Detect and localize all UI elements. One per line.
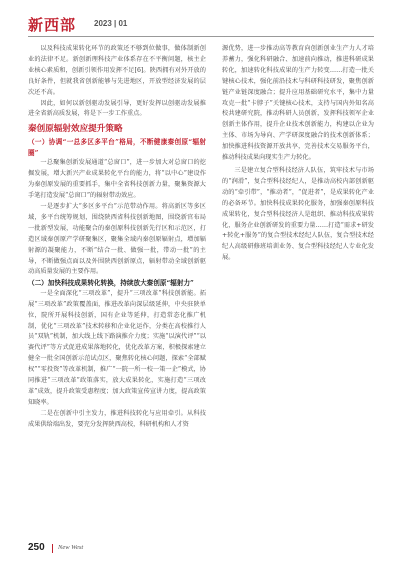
paragraph: 以及科技成果转化环节的政策还不够到位做事，做体制新创业的法律不足。新创新理科技产业体系存在不平衡问题，核主企业核心素质和，创新引领作用发挥不足[6]。陕西拥有对外开放的良好条件，但就我省创新能够与先进地区，开放型经济发展的层次还不高。 [28, 45, 206, 96]
subsection-title: （二）加快科技成果转化转换，持续放大秦创原“辐射力” [28, 279, 194, 288]
right-column [222, 44, 374, 264]
paragraph: 一是全面深化“三项改革”，提升“三项改革”科技创新能。拓展“三项改革”政策覆盖面，推进改革向深层级延伸，中央驻陕单位，院所开展科技创新，国有企业等延伸，打造常态化推广机制，优化“三项改革”技术转移和企业化运作，分类在高校推行人员“双轨”机制，加大线上线下路演推介力度；实施“以演代评”“以赛代评”等方式促进成果落地转化，优化改革方案，积极探索建立健全一批全国创新示范试点区，聚焦转化核心问题，探索“全部赋权”“零投资”等改革机制，推广“一院一所一校一策一企”模式，协同推进“三项改革”政策落实，放大成果转化，实施打造“三项改革”成效，提升政策受惠程度；加大政策宣传宣讲力度，提高政策知晓率。 [28, 289, 206, 406]
subsection-title: （一）协调“一总多区多平台”格局，不断健康秦创原“辐射圈” [28, 138, 206, 157]
footer-label: New West [58, 544, 84, 551]
header-rule [28, 36, 374, 37]
paragraph: 一总聚集创新发展通道“总窗口”，进一步加大对总窗口的挖掘发展，增大新兴产业成果转化平台的能力，将“以中心”建设作为秦创原发展的重要抓手，集中全省科技创新力量，聚集资源大手笔打造发展“总窗口”的辐射带动效应。 [28, 159, 206, 200]
paragraph: 源优势，进一步推动高等教育向创新创业生产力人才培养蓄力，强化科研融合、加速前向推动，推进科研成果转化，加速转化科技成果的生产力转变……打造一批关键核心技术，强化前沿技术与科研科技研发，聚焦创新链产业链深度融合；提升应用基础研究水平，集中力量攻克一批“卡脖子”关键核心技术，支持与国内外知名高校共建研究院，推动科研人员创新，发挥科技领军企业创新主体作用，提升企业技术创新能力，构建以企业为主体、市场为导向、产学研深度融合的技术创新体系；加快推进科技资源开放共享，完善技术交易服务平台，推动科技成果向现实生产力转化。 [222, 45, 374, 162]
paragraph: 二是在创新中引主发力，推进科技转化与应用牵引。从科技成果供给端出发，要充分发挥陕西高校，科研机构和人才资 [28, 409, 206, 428]
footer-divider [52, 544, 53, 553]
paragraph: 因此，如何以新创驱动发展引导，更好发挥以创驱动发展推进全省新高质发展，将是下一步工作重点。 [28, 99, 206, 118]
paragraph: 三是建立复合型科技经济人队伍，筑牢技术与市场的“润滑”，复合型科技经纪人，是推动高校内部创新驱动的“牵引带”，“推动者”，“促进者”，是成果转化产业的必备环节。加快科技成果转化服务，加强秦创原科技成果转化，复合型科技经济人是组织、推动科技成果转化，服务企业创新研发的重要力量……打造“需求+研发+转化+服务”的复合型技术经纪人队伍，复合型技术经纪人高级研修班培训业务、复合型科技经纪人专业化发展。 [222, 166, 374, 262]
left-column [28, 44, 206, 431]
issue-number: 2023 | 01 [94, 19, 128, 28]
page-footer [28, 542, 374, 556]
section-title: 秦创原辐射效应提升策略 [28, 124, 123, 135]
page-number: 250 [28, 542, 45, 553]
paragraph: 一是逐步扩大“多区多平台”示范带动作用。将高新区等多区域，多平台统筹规划，围绕陕西省科技创新地图，围绕新官布局一批新型发展，功能聚合的秦创原科技创新先行区和示范区，打造区域秦创原产学研聚集区，聚集全域内秦创原辐射点，增加辐射源的凝聚能力，不断“结合一批、做强一批，带动一批”的主导，不断做强点面以及外围陕西创新原点，辐射带动全域创新驱动高质量发展的主要作用。 [28, 202, 206, 276]
magazine-logo: 新西部 [28, 16, 77, 34]
